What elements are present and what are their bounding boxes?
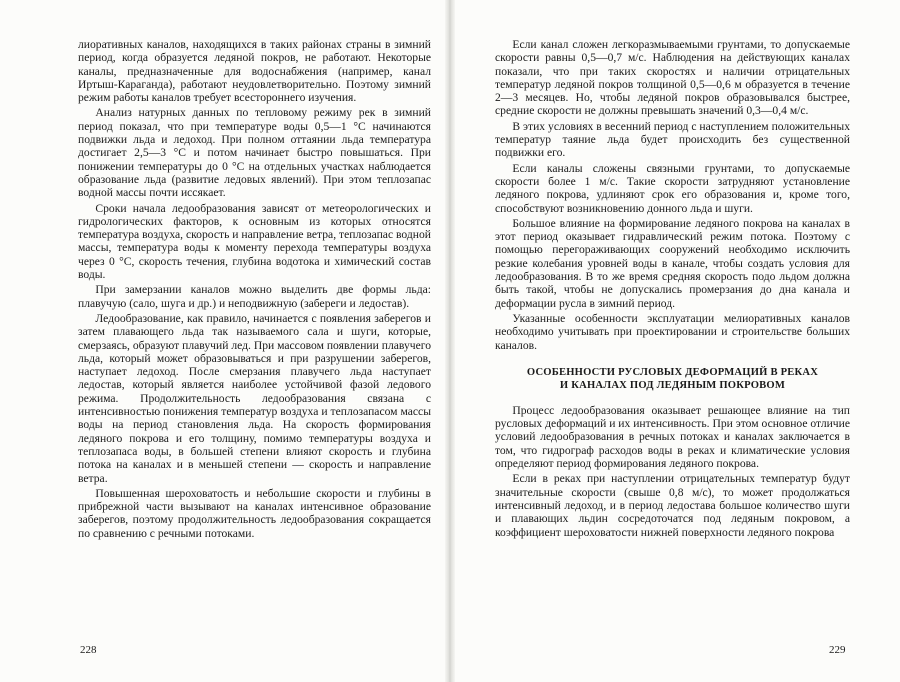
left-page <box>0 0 445 682</box>
paragraph: Ледообразование, как правило, начинается с появления заберегов и затем плавающего льда так называемого сала и шуги, которые, смерзаясь, образуют плавучий лед. При массовом появлении плавучего льда, который может образовываться и при разрушении заберегов, наступает ледоход. После смерзания плавучего льда наступает ледостав, который является наиболее устойчивой фазой ледового режима. Продолжительность ледообразования связана с интенсивностью понижения температур воздуха и теплозапасом массы воды на период становления льда. На скорость формирования ледяного покрова и его толщину, помимо температуры воздуха и теплозапаса воды, в большей степени влияют скорость и глубина потока на каналах и в меньшей степени — скорость и направление ветра. <box>78 311 431 485</box>
paragraph: При замерзании каналов можно выделить две формы льда: плавучую (сало, шуга и др.) и неподвижную (забереги и ледостав). <box>78 283 431 310</box>
paragraph: Повышенная шероховатость и небольшие скорости и глубины в прибрежной части вызывают на каналах интенсивное образование заберегов, поэтому продолжительность ледообразования сокращается по сравнению с речными потоками. <box>78 486 431 540</box>
page-number: 229 <box>829 644 846 656</box>
paragraph: Процесс ледообразования оказывает решающее влияние на тип русловых деформаций и их интенсивность. При этом основное отличие условий ледообразования в речных потоках и каналах заключается в том, что гидрограф расходов воды в реках и климатические условия определяют период формирования ледяного покрова. <box>495 403 850 471</box>
right-text-column <box>495 38 850 541</box>
paragraph: Если канал сложен легкоразмываемыми грунтами, то допускаемые скорости равны 0,5—0,7 м/с. Наблюдения на действующих каналах показали, что при таких скоростях и наличии отрицательных температур ледяной покров толщиной 0,5—0,6 м образуется в течение 2—3 месяцев. Но, чтобы ледяной покров образовывался быстрее, средние скорости не должны превышать значений 0,3—0,4 м/с. <box>495 38 850 118</box>
section-heading-line: ОСОБЕННОСТИ РУСЛОВЫХ ДЕФОРМАЦИЙ В РЕКАХ <box>526 366 819 378</box>
section-heading-line: И КАНАЛАХ ПОД ЛЕДЯНЫМ ПОКРОВОМ <box>559 379 786 391</box>
right-page <box>455 0 900 682</box>
paragraph: Если в реках при наступлении отрицательных температур будут значительные скорости (свыше 0,8 м/с), то может продолжаться интенсивный ледоход, и в период ледостава большое количество шуги и плавающих льдин сосредоточатся под ледяным покровом, а коэффициент шероховатости нижней поверхности ледяного покрова <box>495 472 850 539</box>
paragraph: Большое влияние на формирование ледяного покрова на каналах в этот период оказывает гидравлический режим потока. Поэтому с помощью перегораживающих сооружений необходимо исключить резкие колебания уровней воды в канале, чтобы создать условия для ледообразования. В то же время средняя скорость подо льдом должна быть такой, чтобы не допускались промерзания до дна канала и деформации русла в зимний период. <box>495 216 850 310</box>
page-number: 228 <box>80 644 97 656</box>
paragraph: Сроки начала ледообразования зависят от метеорологических и гидрологических факторов, к основным из которых относятся температура воздуха, скорость и направление ветра, теплозапас водной массы, температура воды к моменту перехода температуры воздуха через 0 °С, скорость течения, глубина водотока и химический состав воды. <box>78 201 431 282</box>
paragraph: В этих условиях в весенний период с наступлением положительных температур таяние льда будет происходить без существенной подвижки его. <box>495 119 850 160</box>
book-gutter <box>445 0 455 682</box>
paragraph: Указанные особенности эксплуатации мелиоративных каналов необходимо учитывать при проектировании и строительстве больших каналов. <box>495 311 850 352</box>
paragraph: лиоративных каналов, находящихся в таких районах страны в зимний период, когда образуется ледяной покров, не работают. Некоторые каналы, предназначенные для водоснабжения (например, канал Иртыш-Караганда), работают неудовлетворительно. Поэтому зимний режим работы каналов требует всестороннего изучения. <box>78 38 431 105</box>
paragraph: Если каналы сложены связными грунтами, то допускаемые скорости более 1 м/с. Такие скорости затрудняют установление ледяного покрова, удлиняют срок его образования и, кроме того, способствуют возникновению донного льда и шуги. <box>495 161 850 215</box>
paragraph: Анализ натурных данных по тепловому режиму рек в зимний период показал, что при температуре воды 0,5—1 °С начинаются подвижки льда и ледоход. При полном оттаянии льда температура достигает 2,5—3 °С и потом начинает быстро повышаться. При понижении температуры до 0 °С на отдельных участках наблюдается образование льда (развитие ледовых явлений). При этом теплозапас водной массы почти иссякает. <box>78 106 431 200</box>
left-text-column <box>78 38 431 542</box>
section-heading <box>495 366 850 392</box>
